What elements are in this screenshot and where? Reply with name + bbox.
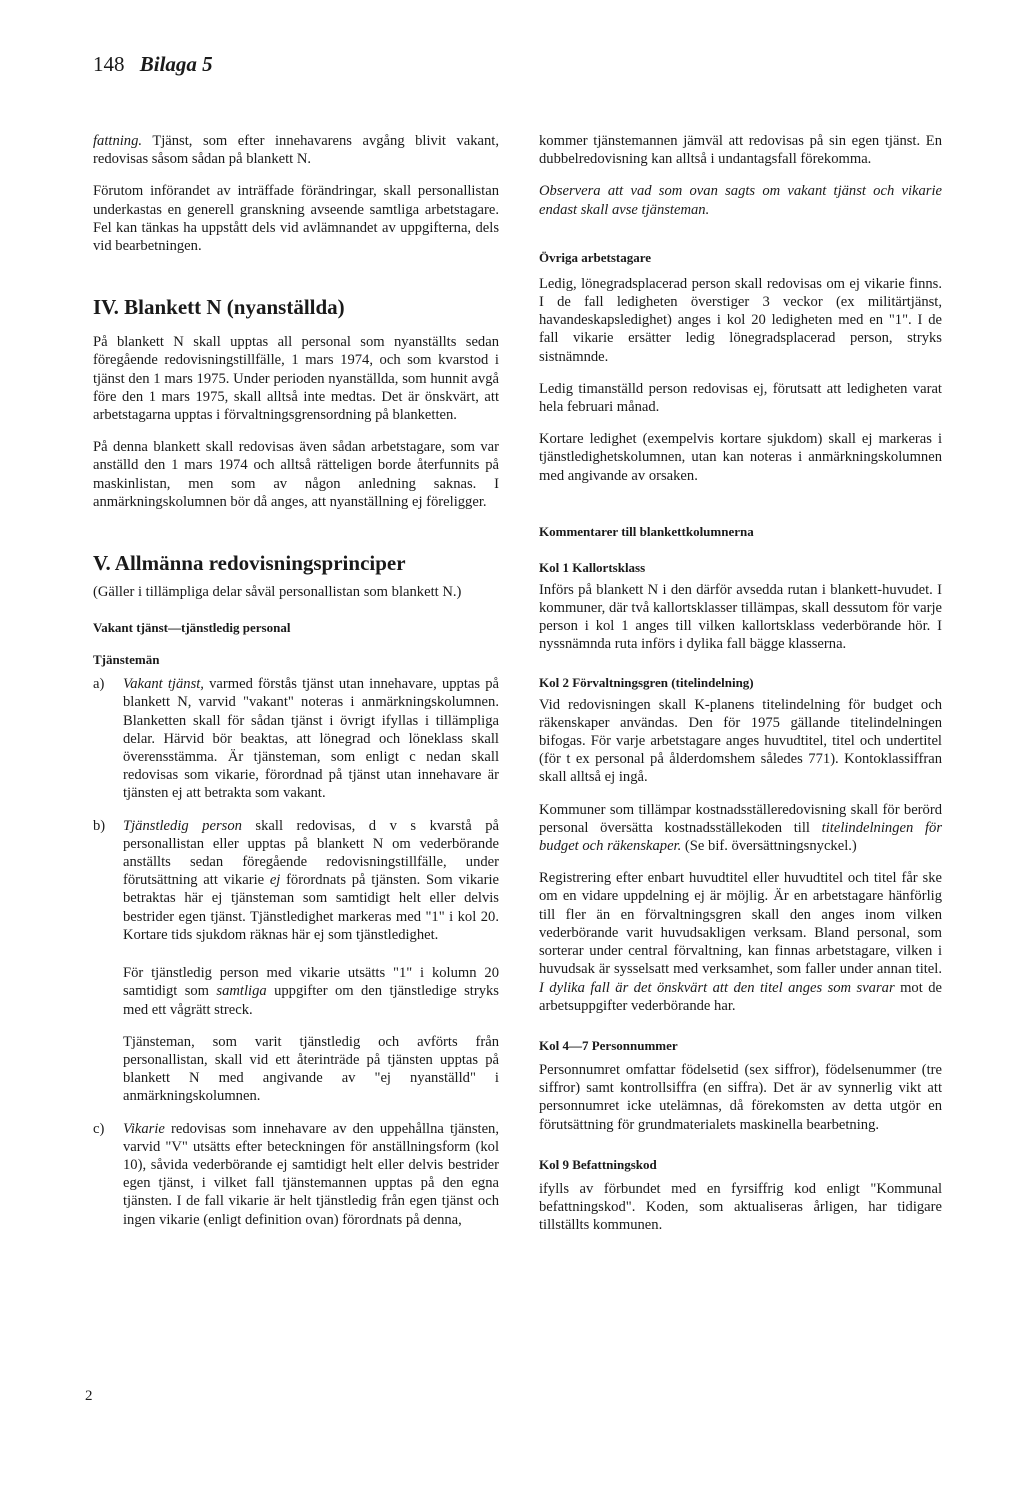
intro-text-1: Tjänst, som efter innehavarens avgång blivit vakant, redovisas såsom sådan på blankett N.: [93, 133, 499, 168]
subheading-tjansteman: Tjänstemän: [93, 652, 160, 668]
intro-paragraph-1: [93, 132, 499, 168]
kol-2-p3-text-b: mot de arbetsuppgifter vederbörande har.: [539, 979, 942, 1014]
indent-1-text-b: uppgifter om den tjänstledige stryks med ett vågrätt streck.: [123, 983, 499, 1018]
indent-1-emphasis: samtliga: [216, 983, 267, 1000]
kol-2-paragraph-2: [539, 801, 942, 856]
item-b-text: skall redovisas, d v s kvarstå på personallistan eller upptas på blankett N om vederbörande anställts sedan föregående redovisningstillfälle, under förutsättning att vikarie: [123, 817, 499, 889]
item-a-text: varmed förstås tjänst utan innehavare, upptas på blankett N, varvid "vakant" noteras i anmärkningskolumnen. Blanketten skall för sådan tjänst i övrigt ifyllas i tillämpliga delar. Härvid bör beaktas, att lönegrad och löneklass skall överensstämma. Är tjänsteman, som enligt c nedan skall redovisas som vikarie, förordnad på tjänst utan innehavare är tjänsten ej att betrakta som vakant.: [123, 676, 499, 802]
item-c-lead: Vikarie: [123, 1120, 165, 1137]
list-item-a: [93, 675, 499, 802]
item-a-lead: Vakant tjänst,: [123, 676, 204, 693]
item-b-text2: förordnats på tjänsten. Som vikarie betraktas här ej tjänsteman som samtidigt helt eller delvis bestrider egen tjänst. Tjänstledighet markeras med "1" i kol 20. Kortare tids sjukdom räknas här ej som tjänstledighet.: [123, 872, 499, 943]
kol-2-paragraph-1: Vid redovisningen skall K-planens titelindelning för budget och räkenskaper användas. Den för 1975 gällande titelindelningen bifogas. För varje arbetstagare anges huvudtitel, titel och undertitel (för t ex personal på ålderdomshem således 771). Kontoklassiffran skall alltså ej ingå.: [539, 696, 942, 786]
subheading-kol-9: Kol 9 Befattningskod: [539, 1156, 657, 1172]
item-a-label: a): [93, 676, 105, 693]
right-column: [539, 132, 942, 1248]
kol-2-p3-text-a: Registrering efter enbart huvudtitel eller huvudtitel och titel får ske om en vidare uppdelning ej är möjlig. Är en arbetstagare hänförlig till fler än en förvaltningsgren skall den anges inom vilken vederbörande varit huvudsakligen verksam. Bland personal, som sorterar under central förvaltning, kan finnas arbetstagare, vilken i huvudsak är sysselsatt med verksamhet, som faller under annan titel.: [539, 870, 942, 978]
item-c-label: c): [93, 1120, 105, 1137]
kol-2-p2-text-b: (Se bif. översättningsnyckel.): [681, 838, 857, 855]
right-paragraph-timanstalld: Ledig timanställd person redovisas ej, förutsatt att ledigheten varat hela februari månad.: [539, 380, 942, 416]
right-paragraph-kortare: Kortare ledighet (exempelvis kortare sjukdom) skall ej markeras i tjänstledighetskolumnen, utan kan noteras i anmärkningskolumnen med angivande av orsaken.: [539, 431, 942, 484]
observera-note: Observera att vad som ovan sagts om vakant tjänst och vikarie endast skall avse tjänsteman.: [539, 183, 942, 218]
subheading-ovriga: Övriga arbetstagare: [539, 249, 652, 265]
subheading-vakant: Vakant tjänst—tjänstledig personal: [93, 620, 291, 636]
page-header: [93, 52, 213, 77]
indented-paragraph-2: Tjänsteman, som varit tjänstledig och avförts från personallistan, skall vid ett återinträde på tjänsten upptas på blankett N med angivande av "ej nyanställd" i anmärkningskolumnen.: [123, 1033, 499, 1105]
section-5-title: V. Allmänna redovisningsprinciper: [93, 551, 406, 576]
subheading-kol-1: Kol 1 Kallortsklass: [539, 559, 646, 575]
appendix-label: Bilaga 5: [139, 52, 213, 76]
subheading-kol-2: Kol 2 Förvaltningsgren (titelindelning): [539, 674, 754, 690]
indent-1-text-a: För tjänstledig person med vikarie utsätts "1" i kolumn 20 samtidigt som: [123, 965, 499, 1000]
item-b-label: b): [93, 817, 106, 834]
footer-number: 2: [85, 1388, 93, 1404]
section-4-paragraph-2: På denna blankett skall redovisas även sådan arbetstagare, som var anställd den 1 mars 1974 och alltså rätteligen borde återfunnits på maskinlistan, men som av någon anledning saknas. I anmärkningskolumnen bör då anges, att nyanställning ej föreligger.: [93, 439, 499, 510]
kol-2-paragraph-3: [539, 869, 942, 1015]
subheading-kol-4-7: Kol 4—7 Personnummer: [539, 1037, 678, 1053]
kol-9-paragraph: ifylls av förbundet med en fyrsiffrig kod enligt "Kommunal befattningskod". Koden, som aktualiseras årligen, har tidigare tillställts kommunen.: [539, 1180, 942, 1234]
intro-paragraph-2: Förutom införandet av inträffade förändringar, skall personallistan underkastas en generell granskning avseende samtliga arbetstagare. Fel kan tänkas ha uppstått dels vid avlämnandet av uppgifterna, dels vid bearbetningen.: [93, 183, 499, 255]
kol-2-p3-emphasis: I dylika fall är det önskvärt att den titel anges som svarar: [539, 979, 895, 996]
left-column: [93, 132, 499, 1243]
kol-2-p2-text-a: Kommuner som tillämpar kostnadsställeredovisning skall för berörd personal översätta kostnadsställekoden till: [539, 801, 942, 836]
list-item-b: [93, 817, 499, 944]
item-b-lead: Tjänstledig person: [123, 817, 242, 834]
kol-1-paragraph: Införs på blankett N i den därför avsedda rutan i blankett-huvudet. I kommuner, där två kallortsklasser tillämpas, skall dessutom för varje person i kol 1 anges till vilken kallortsklass vederbörande hör. I nyssnämnda ruta införs i dylika fall bägge klasserna.: [539, 581, 942, 653]
section-4-paragraph-1: På blankett N skall upptas all personal som nyanställts sedan föregående redovisningstillfälle, 1 mars 1974, och som kvarstod i tjänst den 1 mars 1975. Under perioden nyanställda, som hunnit avgå före den 1 mars 1975, skall alltså inte medtas. Det är önskvärt, att arbetstagarna upptas i förvaltningsgrensordning på blanketten.: [93, 334, 499, 424]
right-paragraph-1: kommer tjänstemannen jämväl att redovisas på sin egen tjänst. En dubbelredovisning kan alltså i undantagsfall förekomma.: [539, 133, 942, 168]
indented-paragraph-1: [123, 964, 499, 1019]
subheading-kommentarer: Kommentarer till blankettkolumnerna: [539, 523, 754, 539]
section-5-paragraph-1: (Gäller i tillämpliga delar såväl personallistan som blankett N.): [93, 584, 462, 601]
list-item-c: [93, 1120, 499, 1229]
kol-4-7-paragraph: Personnumret omfattar födelsetid (sex siffror), födelsenummer (tre siffror) samt kontrollsiffra (en siffra). Det är av synnerlig vikt att personnumret icke utelämnas, då förekomsten av detta utgör en förutsättning för grundmaterialets maskinella bearbetning.: [539, 1061, 942, 1133]
kol-2-p2-emphasis: titelindelningen för budget och räkenskaper.: [539, 819, 942, 855]
item-b-ej: ej: [269, 872, 281, 889]
intro-lead-word: fattning.: [93, 133, 143, 149]
item-c-text: redovisas som innehavare av den uppehållna tjänsten, varvid "V" utsätts efter beteckningen för anställningsform (kol 10), såvida vederbörande ej samtidigt helt eller delvis bestrider egen tjänst, i vilket fall tjänstemannen upptas på den egna tjänsten. I de fall vikarie är helt tjänstledig från egen tjänst och ingen vikarie (enligt definition ovan) förordnats på denna,: [123, 1120, 499, 1228]
right-paragraph-ledig: Ledig, lönegradsplacerad person skall redovisas om ej vikarie finns. I de fall ledigheten överstiger 3 veckor (ex militärtjänst, havandeskapsledighet) anges i kol 20 ledigheten med en "1". I de fall vikarie ersätter ledig lönegradsplacerad person, stryks sistnämnde.: [539, 275, 942, 365]
section-4-title: IV. Blankett N (nyanställda): [93, 295, 345, 320]
page-number: 148: [93, 52, 125, 76]
